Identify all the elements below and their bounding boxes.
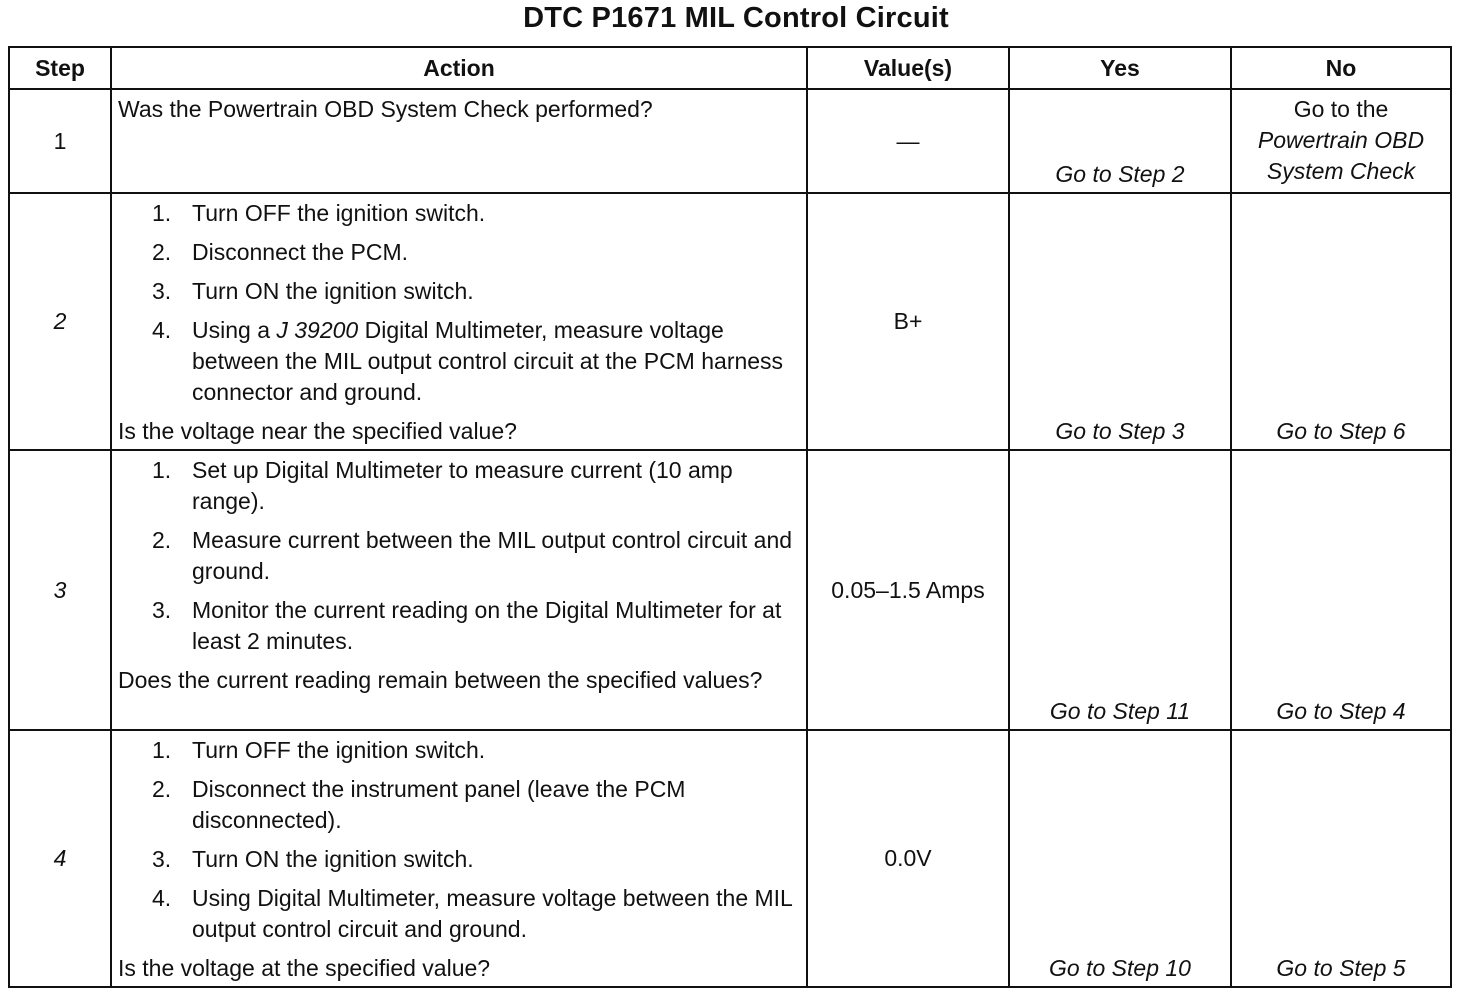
action-steps [118, 455, 800, 657]
value-cell: — [807, 89, 1009, 193]
action-step: 4. Using a J 39200 Digital Multimeter, measure voltage between the MIL output control circuit at the PCM harness connector and ground. [152, 317, 784, 405]
action-cell [111, 193, 807, 450]
value-cell: B+ [807, 193, 1009, 450]
action-question: Is the voltage near the specified value? [118, 418, 517, 444]
yes-cell [1009, 89, 1231, 193]
action-step: 1. Turn OFF the ignition switch. [152, 200, 486, 226]
page-title: DTC P1671 MIL Control Circuit [523, 2, 949, 34]
header-yes: Yes [1009, 47, 1231, 89]
step-number: 4 [9, 730, 111, 987]
no-goto-link[interactable]: Go to Step 4 [1276, 698, 1406, 724]
no-goto-link-line1[interactable]: Powertrain OBD [1257, 127, 1425, 153]
action-step: 3. Turn ON the ignition switch. [152, 846, 474, 872]
table-row [9, 730, 1451, 987]
header-row [9, 47, 1451, 89]
action-step: 1. Set up Digital Multimeter to measure current (10 amp range). [152, 457, 733, 514]
step-number: 2 [9, 193, 111, 450]
yes-cell [1009, 730, 1231, 987]
no-goto-prefix: Go to the [1293, 96, 1389, 122]
action-step: 1. Turn OFF the ignition switch. [152, 737, 486, 763]
yes-cell [1009, 193, 1231, 450]
step-number: 3 [9, 450, 111, 730]
no-cell [1231, 450, 1451, 730]
action-steps [118, 198, 800, 408]
yes-goto-link[interactable]: Go to Step 2 [1055, 161, 1185, 187]
value-cell: 0.0V [807, 730, 1009, 987]
yes-goto-link[interactable]: Go to Step 11 [1049, 698, 1191, 724]
header-action: Action [111, 47, 807, 89]
no-goto-link-line2[interactable]: System Check [1266, 158, 1416, 184]
tool-reference: J 39200 [276, 317, 359, 343]
no-goto-link[interactable]: Go to Step 5 [1276, 955, 1406, 981]
action-steps [118, 735, 800, 945]
no-cell [1231, 730, 1451, 987]
yes-goto-link[interactable]: Go to Step 3 [1055, 418, 1185, 444]
action-step: 3. Monitor the current reading on the Digital Multimeter for at least 2 minutes. [152, 597, 782, 654]
action-question: Is the voltage at the specified value? [118, 955, 491, 981]
action-step: 2. Measure current between the MIL output control circuit and ground. [152, 527, 793, 584]
action-cell [111, 730, 807, 987]
action-cell [111, 89, 807, 193]
value-cell: 0.05–1.5 Amps [807, 450, 1009, 730]
yes-cell [1009, 450, 1231, 730]
diagnostic-table [8, 46, 1452, 988]
header-values: Value(s) [807, 47, 1009, 89]
action-step: 2. Disconnect the instrument panel (leave the PCM disconnected). [152, 776, 686, 833]
header-no: No [1231, 47, 1451, 89]
action-question: Was the Powertrain OBD System Check performed? [118, 96, 653, 122]
step-number: 1 [9, 89, 111, 193]
table-row [9, 89, 1451, 193]
action-step: 4. Using Digital Multimeter, measure voltage between the MIL output control circuit and ground. [152, 885, 792, 942]
no-goto-link[interactable]: Go to Step 6 [1276, 418, 1406, 444]
no-cell [1231, 89, 1451, 193]
yes-goto-link[interactable]: Go to Step 10 [1049, 955, 1191, 981]
action-step: 2. Disconnect the PCM. [152, 239, 409, 265]
table-row [9, 193, 1451, 450]
action-cell [111, 450, 807, 730]
no-cell [1231, 193, 1451, 450]
action-question: Does the current reading remain between the specified values? [118, 667, 763, 693]
header-step: Step [9, 47, 111, 89]
action-step: 3. Turn ON the ignition switch. [152, 278, 474, 304]
table-row [9, 450, 1451, 730]
